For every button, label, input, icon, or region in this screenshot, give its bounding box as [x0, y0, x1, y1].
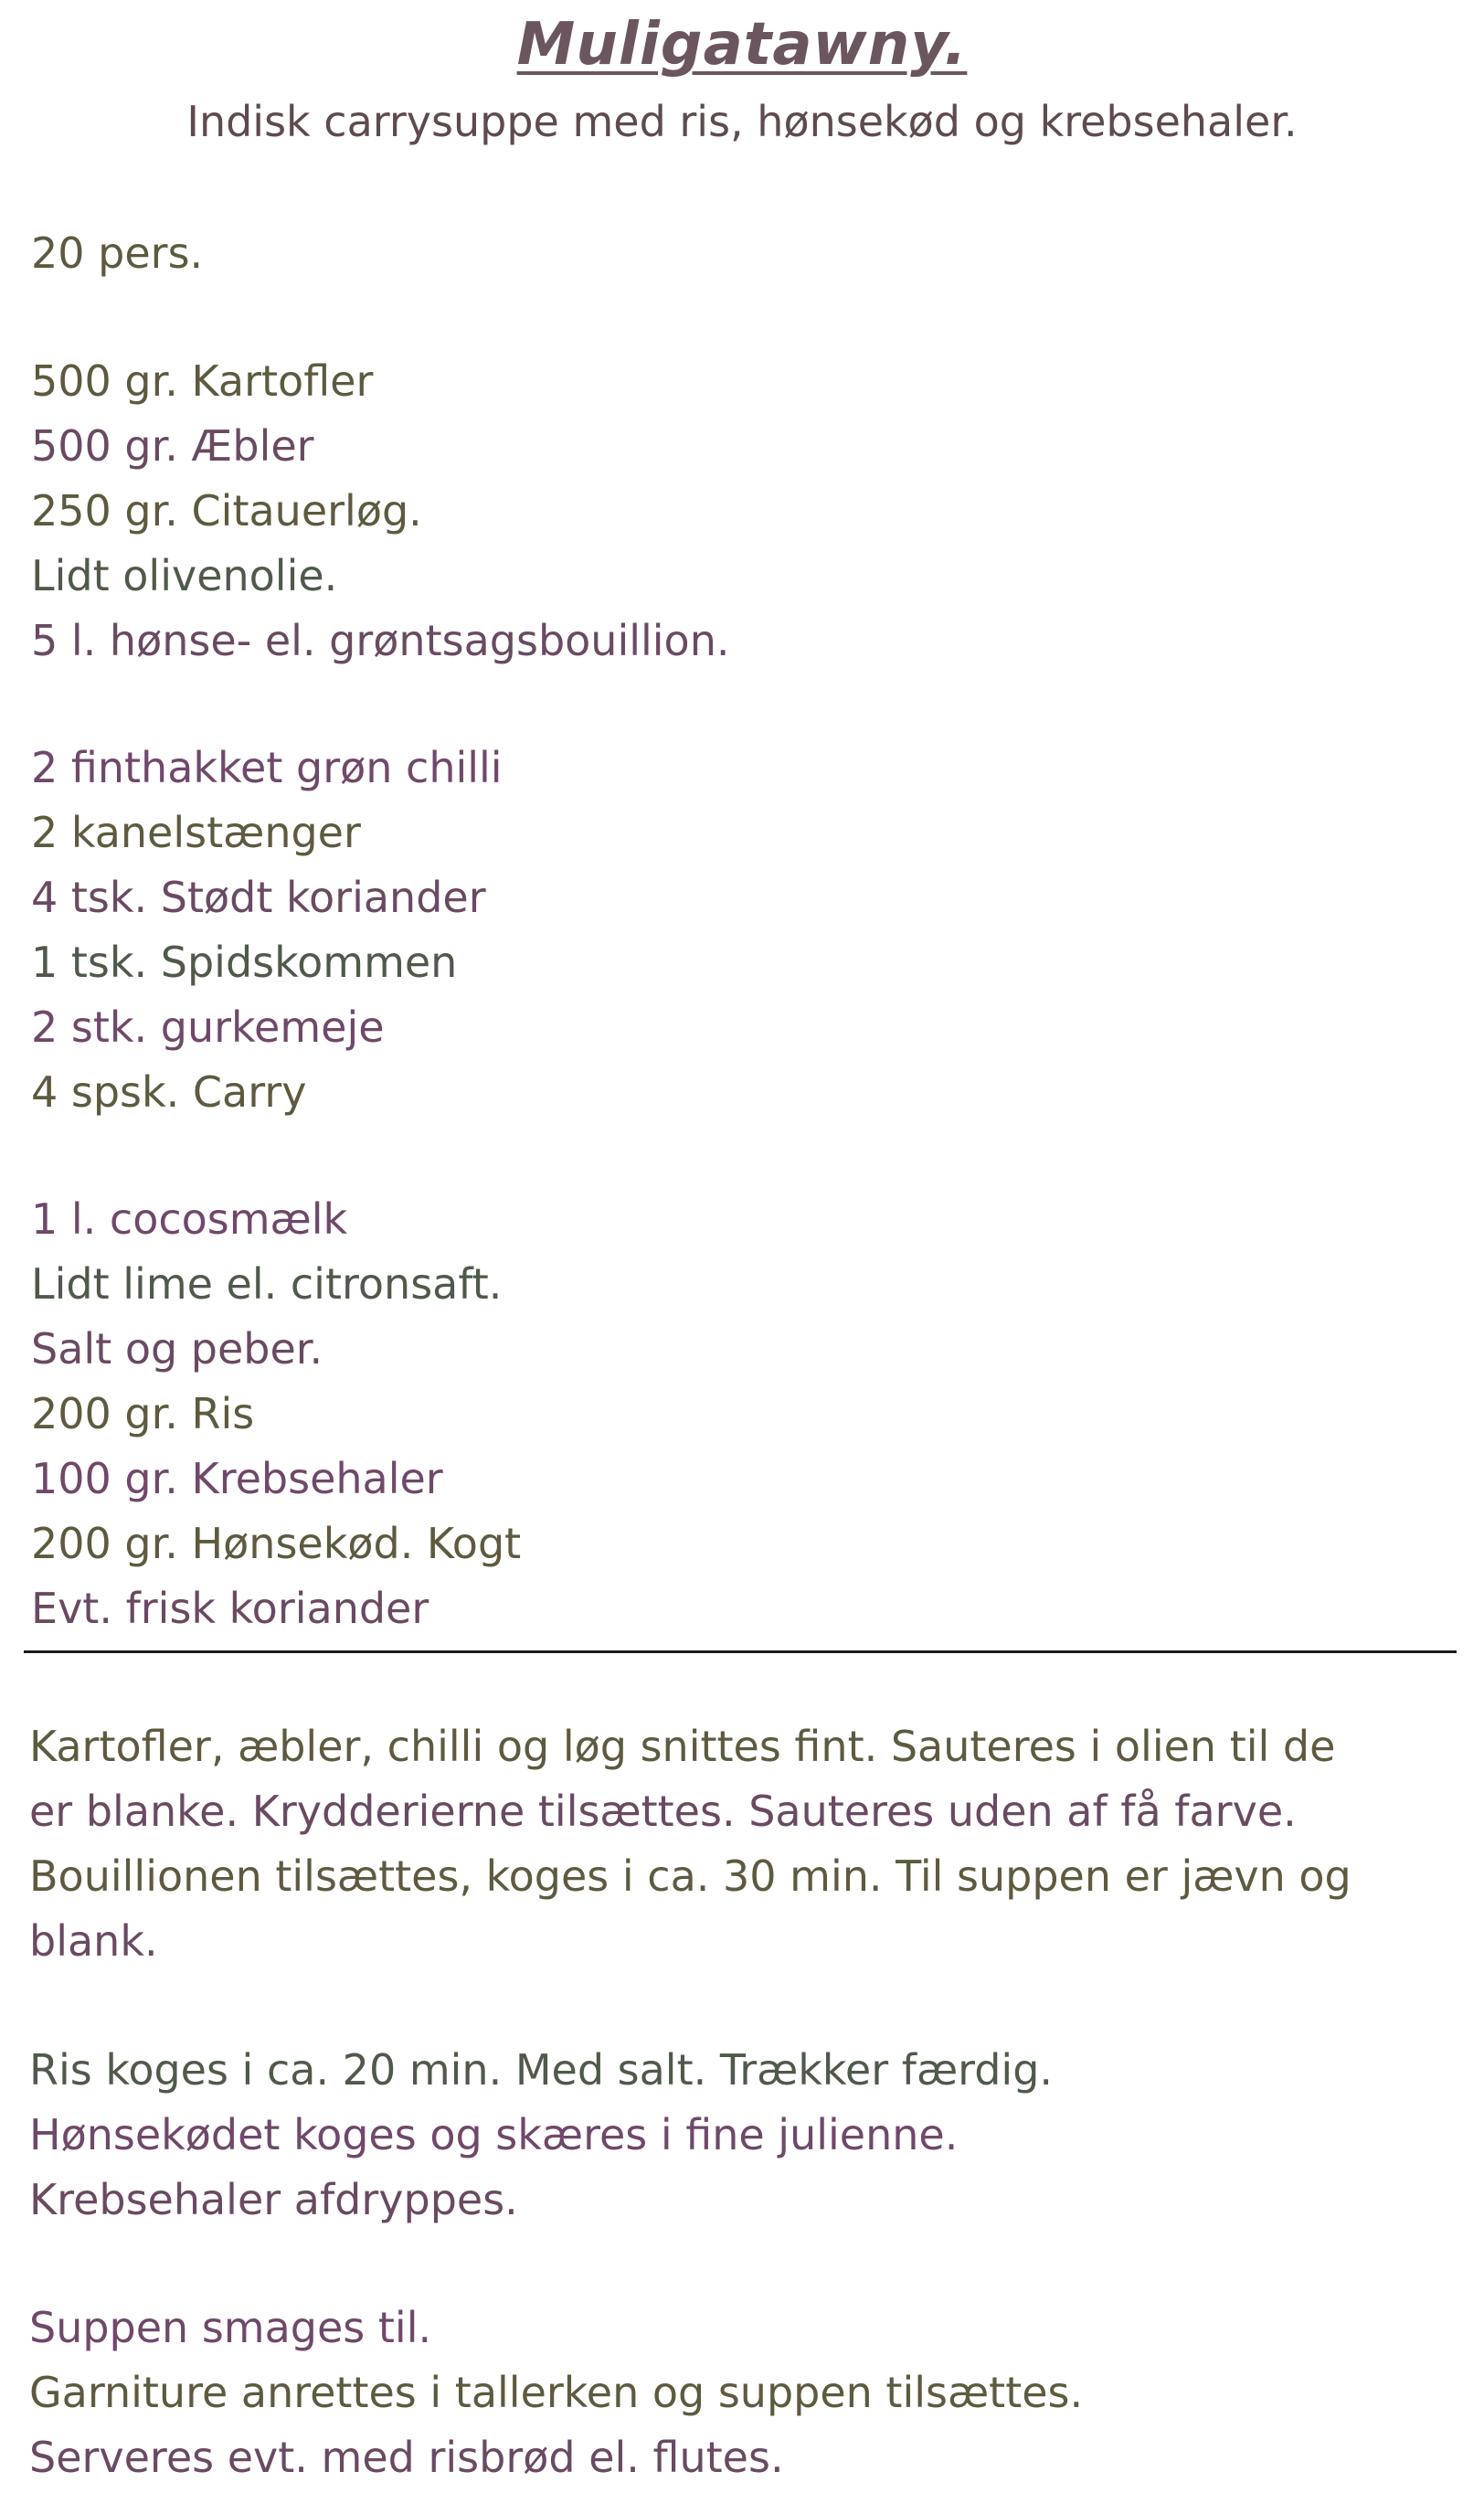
ingredients-group-2	[31, 736, 503, 1125]
ingredient-line: 200 gr. Hønsekød. Kogt	[31, 1519, 522, 1568]
method-paragraph-1	[29, 1714, 1436, 1974]
method-paragraph-2	[29, 2038, 1436, 2233]
recipe-title: Muligatawny.	[516, 11, 968, 79]
section-divider	[24, 1650, 1457, 1653]
ingredient-line: 1 tsk. Spidskommen	[31, 938, 458, 987]
ingredient-line: 100 gr. Krebsehaler	[31, 1454, 443, 1503]
ingredient-line: Salt og peber.	[31, 1324, 323, 1374]
method-line: Bouillionen tilsættes, koges i ca. 30 min. Til suppen er jævn og	[29, 1851, 1352, 1901]
method-line: blank.	[29, 1916, 158, 1966]
ingredient-line: 500 gr. Æbler	[31, 421, 314, 471]
ingredient-line: 4 spsk. Carry	[31, 1067, 307, 1117]
ingredient-line: 200 gr. Ris	[31, 1389, 255, 1438]
method-line: Ris koges i ca. 20 min. Med salt. Trækker færdig.	[29, 2045, 1054, 2095]
method-line: Kartofler, æbler, chilli og løg snittes fint. Sauteres i olien til de	[29, 1722, 1336, 1771]
ingredient-line: Lidt olivenolie.	[31, 551, 338, 600]
ingredient-line: 250 gr. Citauerløg.	[31, 486, 422, 536]
method-line: Suppen smages til.	[29, 2303, 432, 2352]
method-line: Garniture anrettes i tallerken og suppen tilsættes.	[29, 2368, 1084, 2417]
ingredient-line: 1 l. cocosmælk	[31, 1194, 348, 1244]
ingredient-line: 2 kanelstænger	[31, 808, 361, 857]
ingredient-line: 2 finthakket grøn chilli	[31, 743, 503, 792]
ingredient-line: Evt. frisk koriander	[31, 1584, 429, 1633]
method-line: Hønsekødet koges og skæres i fine julienne.	[29, 2110, 959, 2159]
ingredient-line: 2 stk. gurkemeje	[31, 1002, 385, 1052]
method-line: Krebsehaler afdryppes.	[29, 2175, 518, 2224]
ingredients-group-1	[31, 349, 729, 674]
method-line: Serveres evt. med risbrød el. flutes.	[29, 2433, 784, 2482]
ingredient-line: Lidt lime el. citronsaft.	[31, 1259, 503, 1309]
ingredient-line: 5 l. hønse- el. grøntsagsbouillion.	[31, 616, 730, 665]
ingredient-line: 500 gr. Kartofler	[31, 356, 374, 406]
servings-block	[31, 221, 203, 286]
ingredient-line: 4 tsk. Stødt koriander	[31, 873, 486, 922]
recipe-subtitle: Indisk carrysuppe med ris, hønsekød og krebsehaler.	[186, 97, 1298, 146]
servings-line: 20 pers.	[31, 228, 204, 278]
method-paragraph-3	[29, 2296, 1436, 2490]
ingredients-group-3	[31, 1187, 521, 1641]
method-line: er blanke. Krydderierne tilsættes. Sauteres uden af få farve.	[29, 1787, 1297, 1836]
